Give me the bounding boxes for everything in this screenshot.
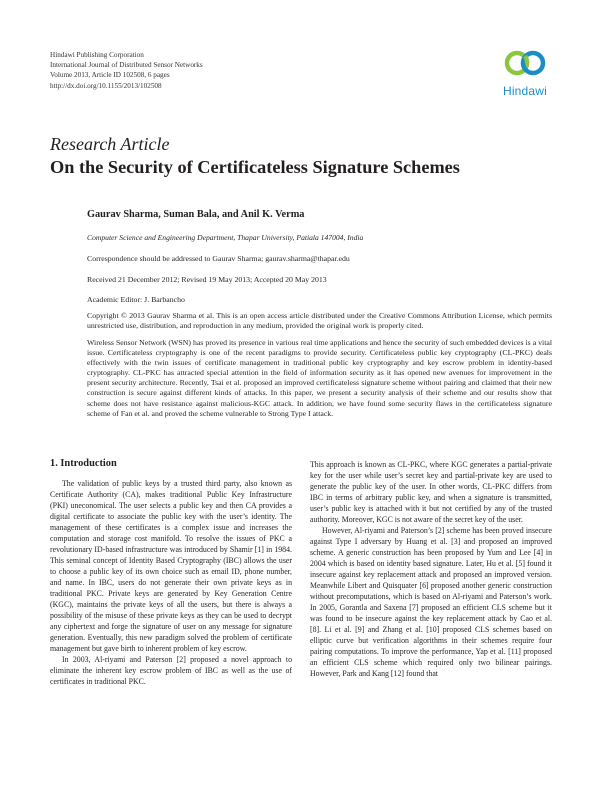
affiliation: Computer Science and Engineering Department, Thapar University, Patiala 147004, India xyxy=(87,233,364,242)
academic-editor: Academic Editor: J. Barbancho xyxy=(87,295,185,304)
publisher-name: Hindawi Publishing Corporation xyxy=(50,51,144,59)
paragraph: However, Al-riyami and Paterson’s [2] scheme has been proved insecure against Type I adversary by Huang et al. [3] and proposed an improved scheme. A generic construction has been proposed by Yum and Lee [4] in 2004 which is based on identity based signature. Later, Hu et al. [5] found it insecure against key replacement attack and proposed an improved version. Meanwhile Libert and Quisquater [6] proposed another generic construction without precomputations, which is based on Al-riyami and Paterson’s work. In 2005, Gorantla and Saxena [7] proposed an efficient CLS scheme but it was found to be insecure against the key replacement attack by Cao et al. [8]. Li et al. [9] and Zhang et al. [10] proposed CLS schemes based on elliptic curve but verification algorithms in their schemes require four pairing computations. To improve the performance, Yap et al. [11] proposed an efficient CLS scheme which required only two bilinear pairings. However, Park and Kang [12] found that xyxy=(310,525,552,678)
body-column-left xyxy=(50,479,292,688)
section-heading-introduction: 1. Introduction xyxy=(50,458,117,469)
body-column-right xyxy=(310,460,552,680)
paragraph: The validation of public keys by a trusted third party, also known as Certificate Authority (CA), makes traditional Public Key Infrastructure (PKI) uneconomical. The user selects a public key and then CA provides a digital certificate to associate the public key with the user’s identity. The management of these certificates is a complex issue and increases the computation and storage cost manifold. To resolve the issues of PKC a revolutionary ID-based infrastructure was introduced by Shamir [1] in 1984. This seminal concept of Identity Based Cryptography (IBC) allows the user to choose a public key of its own choice such as email ID, phone number, and name. In IBC, users do not generate their own private keys as in traditional PKC. Private keys are generated by Key Generation Centre (KGC), maintains the private keys of all the users, but there is always a possibility of the misuse of these private keys as they can be used to decrypt any ciphertext and forge the signature of user on any message for signature generation. Eventually, this new paradigm solved the problem of certificate management but gave birth to inherent problem of key escrow. xyxy=(50,479,292,653)
volume-info: Volume 2013, Article ID 102508, 6 pages xyxy=(50,71,170,80)
paragraph: This approach is known as CL-PKC, where KGC generates a partial-private key for the user while user’s secret key and partial-private key are used to generate the public key of the user. In other words, CL-PKC differs from IBC in terms of arbitrary public key, and when a signature is transmitted, user’s public key is attached with it but not certified by any of the trusted authority. Moreover, KGC is not aware of the secret key of the user. xyxy=(310,460,552,524)
article-type: Research Article xyxy=(50,134,170,154)
journal-name: International Journal of Distributed Sensor Networks xyxy=(50,61,203,70)
copyright-notice: Copyright © 2013 Gaurav Sharma et al. This is an open access article distributed under the Creative Commons Attribution License, which permits unrestricted use, distribution, and reproduction in any medium, provided the original work is properly cited. xyxy=(87,311,552,331)
correspondence: Correspondence should be addressed to Gaurav Sharma; gaurav.sharma@thapar.edu xyxy=(87,254,350,263)
doi-link[interactable]: http://dx.doi.org/10.1155/2013/102508 xyxy=(50,81,162,90)
abstract: Wireless Sensor Network (WSN) has proved its presence in various real time applications and hence the security of such embedded devices is a vital issue. Certificateless cryptography is one of the recent paradigms to provide security. Certificateless public key cryptography (CL-PKC) deals effectively with the twin issues of certificate management in traditional public key cryptography and key escrow problem in identity-based cryptography. CL-PKC has attracted special attention in the field of information security as it has opened new avenues for improvement in the present security architecture. Recently, Tsai et al. proposed an improved certificateless signature scheme without pairing and claimed that their new construction is secure against different kinds of attacks. In this paper, we present a security analysis of their scheme and our results show that scheme does not have resistance against malicious-KGC attack. In addition, we have found some security flaws in the certificateless signature scheme of Fan et al. and proved the scheme vulnerable to Strong Type I attack. xyxy=(87,338,552,418)
journal-header xyxy=(50,50,203,91)
author-list: Gaurav Sharma, Suman Bala, and Anil K. Verma xyxy=(87,209,305,220)
paper-title: On the Security of Certificateless Signature Schemes xyxy=(50,157,460,177)
paragraph: In 2003, Al-riyami and Paterson [2] proposed a novel approach to eliminate the inherent key escrow problem of IBC as well as the use of certificates in traditional PKC. xyxy=(50,654,292,686)
logo-text: Hindawi xyxy=(502,84,548,98)
hindawi-logo xyxy=(497,46,553,98)
hindawi-rings-icon xyxy=(503,46,547,80)
publication-dates: Received 21 December 2012; Revised 19 May 2013; Accepted 20 May 2013 xyxy=(87,275,327,284)
